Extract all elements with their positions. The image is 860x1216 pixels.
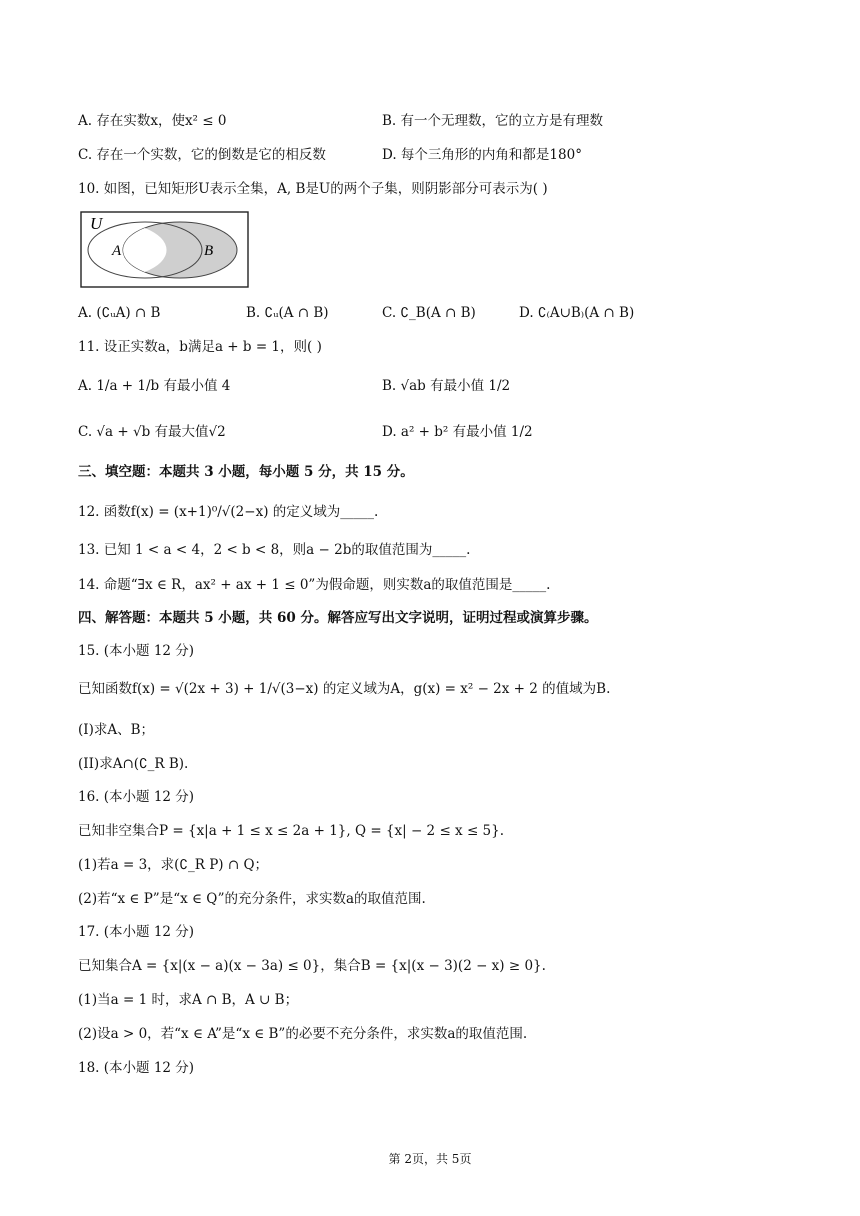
q16-stem: 已知非空集合P = {x|a + 1 ≤ x ≤ 2a + 1}, Q = {x| − 2 ≤ x ≤ 5}. [78, 823, 505, 839]
venn-label-b: B [204, 243, 214, 259]
q17-part2: (2)设a > 0，若“x ∈ A”是“x ∈ B”的必要不充分条件，求实数a的取值范围. [78, 1026, 528, 1042]
q11-option-b: B. √ab 有最小值 1/2 [382, 378, 511, 394]
venn-diagram [80, 211, 250, 289]
q10-option-c: C. ∁_B(A ∩ B) [382, 305, 476, 321]
q9-option-d: D. 每个三角形的内角和都是180° [382, 147, 582, 163]
q10-option-b: B. ∁ᵤ(A ∩ B) [246, 305, 329, 321]
q18-heading: 18. (本小题 12 分) [78, 1060, 195, 1076]
q10-option-d: D. ∁₍A∪B₎(A ∩ B) [519, 305, 635, 321]
q13-text: 13. 已知 1 < a < 4，2 < b < 8，则a − 2b的取值范围为_____. [78, 542, 471, 558]
q15-stem: 已知函数f(x) = √(2x + 3) + 1/√(3−x) 的定义域为A，g(x) = x² − 2x + 2 的值域为B. [78, 681, 611, 697]
q16-heading: 16. (本小题 12 分) [78, 789, 195, 805]
q9-option-a: A. 存在实数x，使x² ≤ 0 [78, 113, 227, 129]
q9-option-b: B. 有一个无理数，它的立方是有理数 [382, 113, 604, 129]
q14-text: 14. 命题“∃x ∈ R，ax² + ax + 1 ≤ 0”为假命题，则实数a的取值范围是_____. [78, 577, 551, 593]
q17-part1: (1)当a = 1 时，求A ∩ B，A ∪ B； [78, 992, 299, 1008]
q11-stem: 11. 设正实数a，b满足a + b = 1，则( ) [78, 339, 322, 355]
q10-stem: 10. 如图，已知矩形U表示全集，A, B是U的两个子集，则阴影部分可表示为( ) [78, 181, 548, 197]
q15-heading: 15. (本小题 12 分) [78, 643, 195, 659]
q11-option-c: C. √a + √b 有最大值√2 [78, 424, 226, 440]
q10-option-a: A. (∁ᵤA) ∩ B [78, 305, 161, 321]
q11-option-a: A. 1/a + 1/b 有最小值 4 [78, 378, 231, 394]
venn-label-a: A [112, 243, 122, 259]
q11-option-d: D. a² + b² 有最小值 1/2 [382, 424, 533, 440]
q12-text: 12. 函数f(x) = (x+1)⁰/√(2−x) 的定义域为_____. [78, 504, 379, 520]
q17-heading: 17. (本小题 12 分) [78, 924, 195, 940]
q16-part2: (2)若“x ∈ P”是“x ∈ Q”的充分条件，求实数a的取值范围. [78, 891, 426, 907]
page-footer: 第 2页，共 5页 [388, 1152, 472, 1166]
q15-part2: (II)求A∩(∁_R B). [78, 756, 189, 772]
venn-label-u: U [90, 214, 103, 233]
q17-stem: 已知集合A = {x|(x − a)(x − 3a) ≤ 0}，集合B = {x|(x − 3)(2 − x) ≥ 0}. [78, 958, 546, 974]
q15-part1: (I)求A、B； [78, 722, 155, 738]
section4-heading: 四、解答题：本题共 5 小题，共 60 分。解答应写出文字说明，证明过程或演算步骤。 [78, 610, 598, 626]
section3-heading: 三、填空题：本题共 3 小题，每小题 5 分，共 15 分。 [78, 464, 414, 480]
q9-option-c: C. 存在一个实数，它的倒数是它的相反数 [78, 147, 326, 163]
q16-part1: (1)若a = 3，求(∁_R P) ∩ Q； [78, 857, 269, 873]
